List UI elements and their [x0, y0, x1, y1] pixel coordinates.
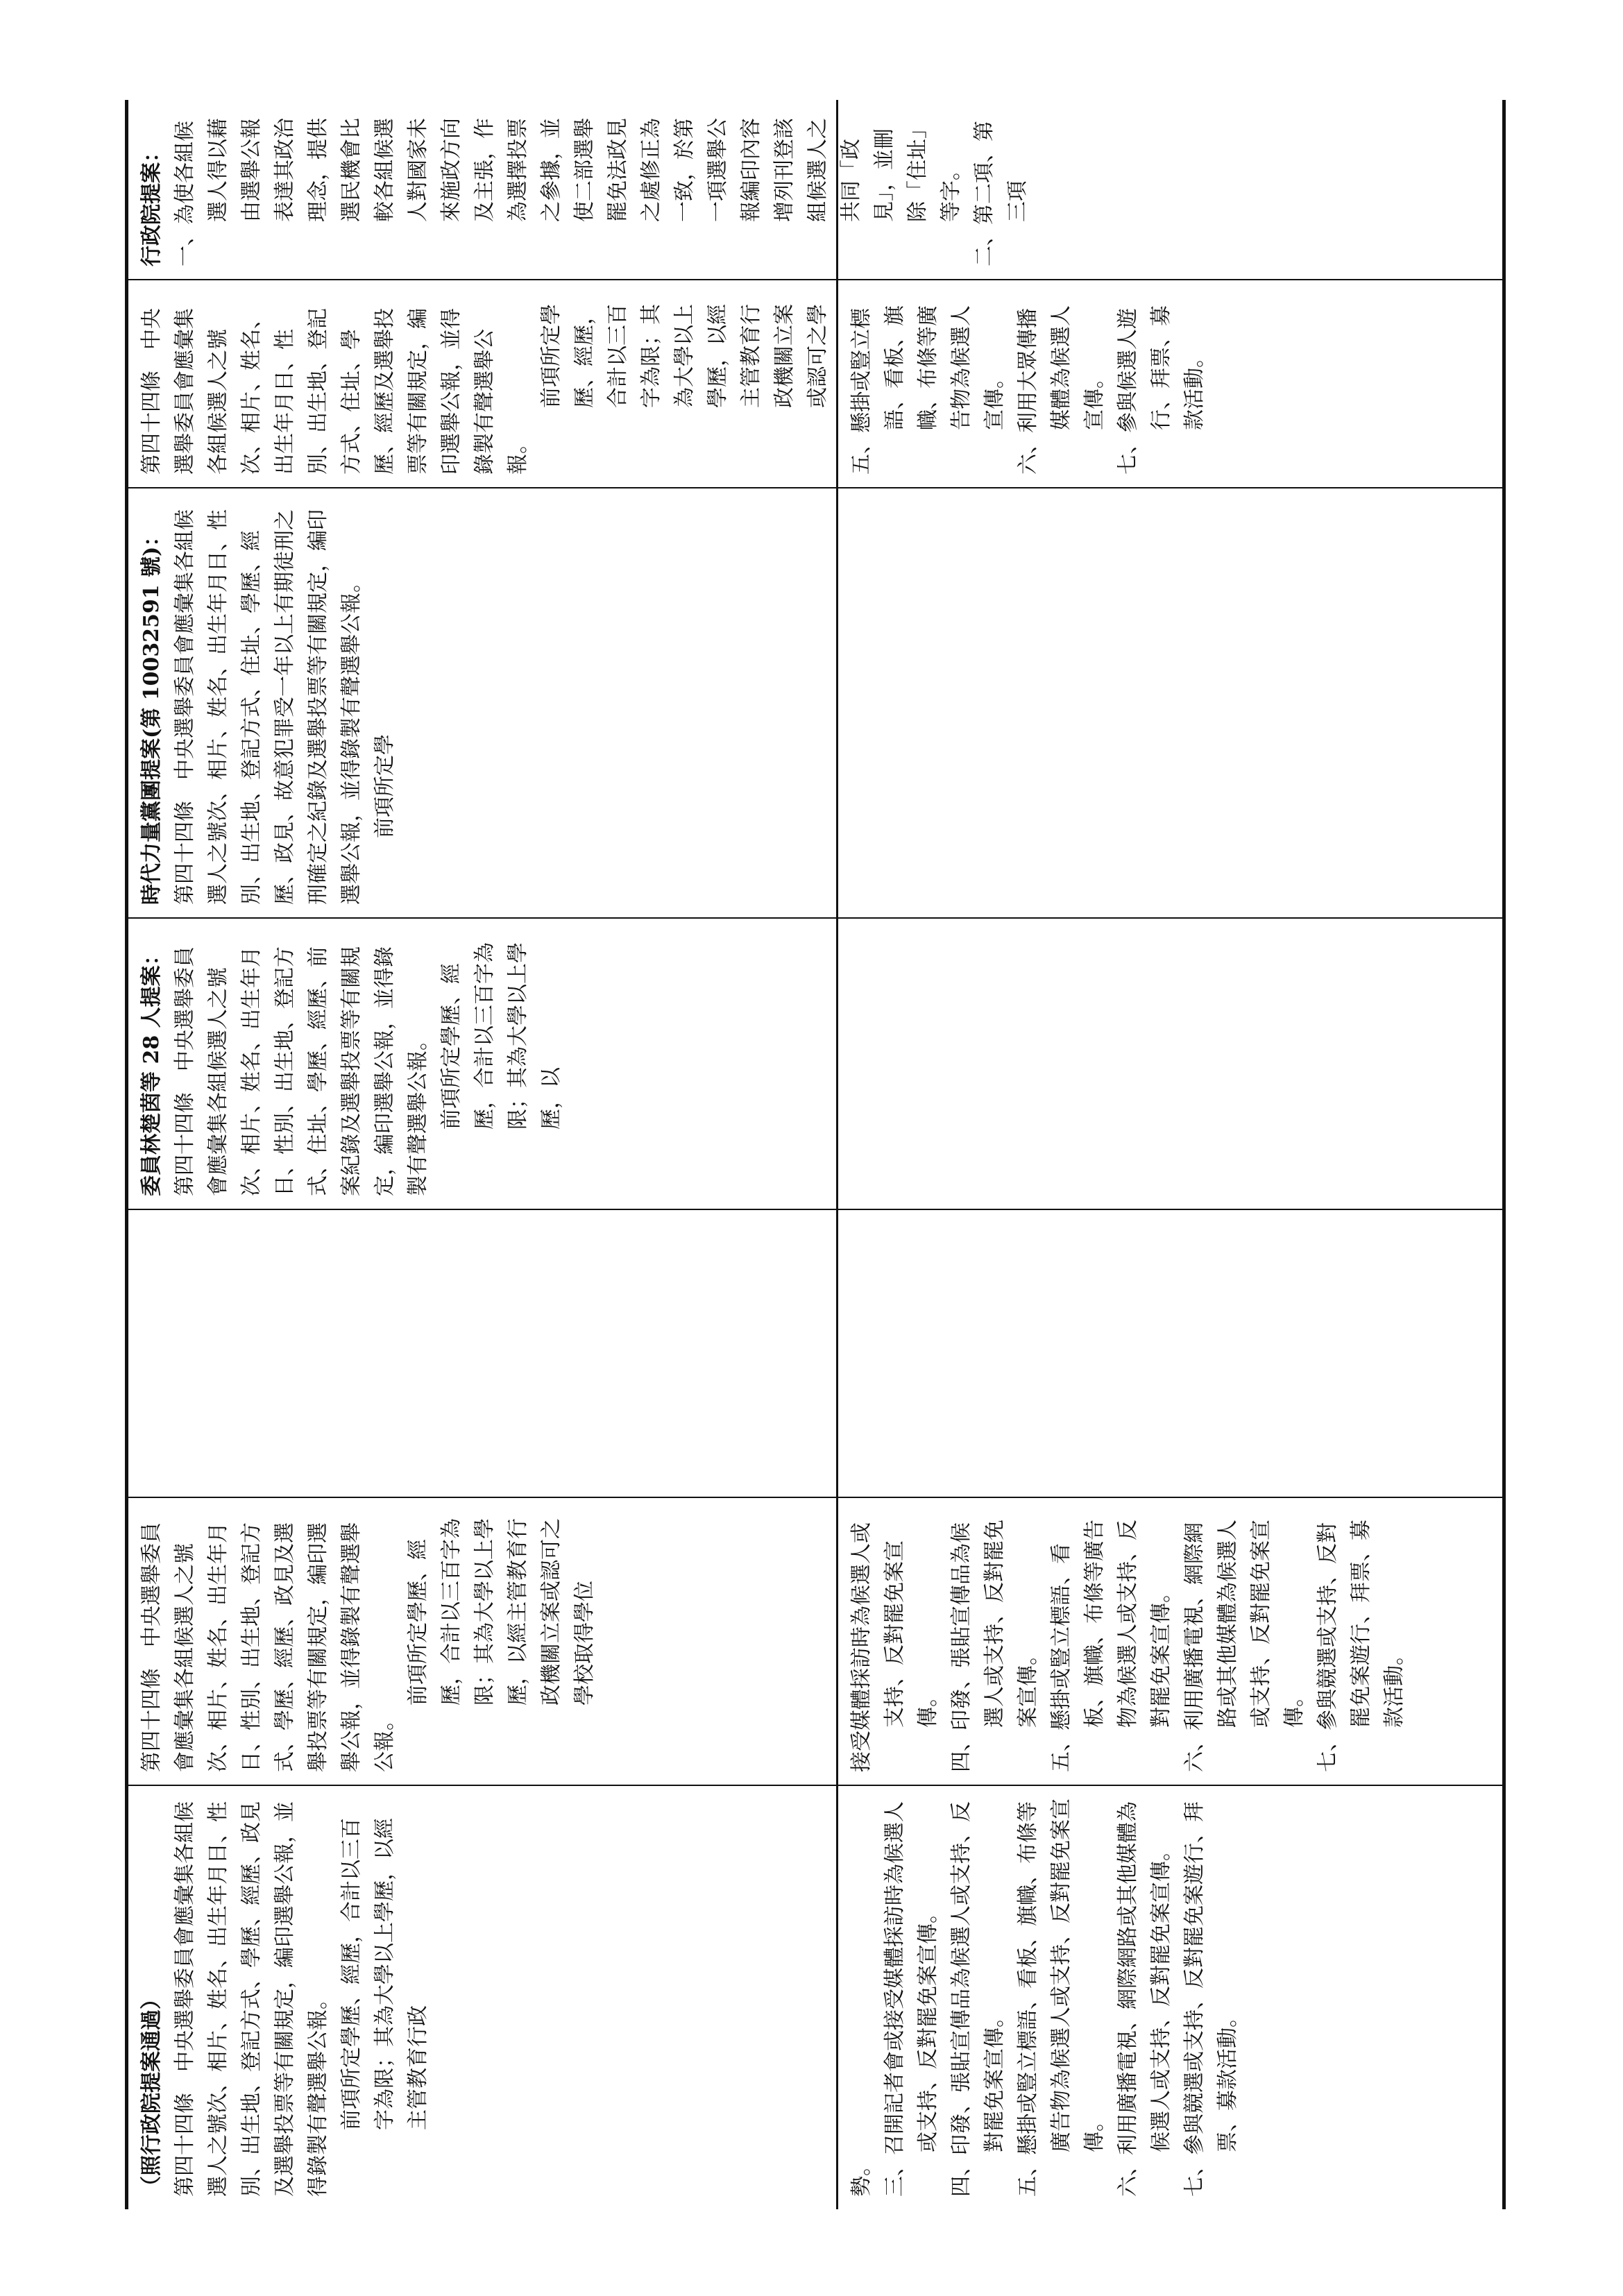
article-text: 前項所定學歷、經歷，合計以三百字為限；其為大學以上學歷，以經主管教育行政機關立案或認可之學 [539, 304, 830, 408]
table-bottom-rule [1502, 100, 1506, 2209]
list-item: 七、參與候選人遊行、拜票、募款活動。 [1116, 305, 1207, 475]
article-text: 前項所定學歷、經歷，合計以三百字為限；其為大學以上學歷，以經主管教育行政機關立案或認可之學校取得學位 [406, 1518, 597, 1706]
list-item: 接受媒體採訪時為候選人或支持、反對罷免案宣傳。 [849, 1522, 940, 1772]
article-text: 第四十四條 中央選舉委員會應彙集各組候選人之號次、相片、姓名、出生年月日、性別、出生地、登記方式、住址、學歷、經歷、政見、故意犯罪受一年以上有期徒刑之刑確定之紀錄及選舉投票等有關規定，編印選舉公報，並得錄製有聲選舉公報。 [173, 509, 364, 905]
article-text: 第四十四條 中央選舉委員會應彙集各組候選人之號次、相片、姓名、出生年月日、性別、出生地、登記方式、住址、學歷、經歷、前案紀錄及選舉投票等有關規定，編印選舉公報，並得錄製有聲選舉公報。 [173, 946, 430, 1196]
list-item: 七、參與競選或支持、反對罷免案遊行、拜票、募款活動。 [1316, 1520, 1407, 1772]
list-item: 五、懸掛或豎立標語、看板、旗幟、布條等廣告物為候選人或支持、反對罷免案宣傳。 [1049, 1520, 1173, 1772]
comparison-table [125, 100, 1505, 2209]
article-text: 前項所定學歷、經歷，合計以三百字為限；其為大學以上學歷，以經主管教育行政 [339, 1818, 430, 2130]
article-text: 前項所定學 [373, 734, 397, 838]
current-law-cell-prev [838, 1498, 1502, 1785]
article-text: 第四十四條 中央選舉委員會應彙集各組候選人之號次、相片、姓名、出生年月日、性別、出生地、登記方式、住址、學歷、經歷及選舉投票等有關規定，編印選舉公報，並得錄製有聲選舉公報。 [139, 308, 530, 475]
list-item: 五、懸掛或豎立標語、看板、旗幟、布條等廣告物為候選人或支持、反對罷免案宣傳。 [1016, 1798, 1107, 2197]
article-text: 第四十四條 中央選舉委員會應彙集各組候選人之號次、相片、姓名、出生年月日、性別、出生地、登記方式、學歷、經歷、政見及選舉投票等有關規定，編印選舉公報，並得錄製有聲選舉公報。 [173, 1801, 330, 2197]
lin-proposal-cell [128, 919, 836, 1209]
current-text-cell-prev [838, 280, 1502, 487]
list-item: 六、利用廣播電視、網際網路或其他媒體為候選人或支持、反對罷免案宣傳。 [1116, 1801, 1173, 2197]
cell-header: （照行政院提案通過） [139, 1989, 164, 2197]
article-text: 第四十四條 中央選舉委員會應彙集各組候選人之號次、相片、姓名、出生年月日、性別、出生地、登記方式、學歷、經歷、政見及選舉投票等有關規定，編印選舉公報，並得錄製有聲選舉公報。 [139, 1522, 397, 1772]
passed-version-cell [128, 1786, 836, 2209]
list-item: 七、參與競選或支持、反對罷免案遊行、拜票、募款活動。 [1182, 1801, 1240, 2197]
npp-proposal-cell [128, 488, 836, 917]
executive-yuan-cell [128, 100, 1502, 279]
list-item: 四、印發、張貼宣傳品為候選人或支持、反對罷免案宣傳。 [949, 1801, 1007, 2197]
cell-header: 行政院提案： [139, 142, 164, 266]
list-item: 五、懸掛或豎立標語、看板、旗幟、布條等廣告物為候選人宣傳。 [849, 305, 1007, 475]
cell-header: 時代力量黨團提案(第 10032591 號)： [139, 525, 164, 905]
article-text: 前項所定學歷、經歷，合計以三百字為限；其為大學以上學歷，以 [439, 942, 563, 1130]
explanation-text: 二、第二項、第三項 [972, 121, 1030, 266]
list-item: 勢。 [849, 2155, 874, 2197]
list-item: 六、利用大眾傳播媒體為候選人宣傳。 [1016, 305, 1107, 475]
current-law-cell [128, 1498, 836, 1785]
cell-header: 委員林楚茵等 28 人提案： [139, 944, 164, 1196]
column-divider [125, 1209, 1505, 1210]
explanation-text: 一、為使各組候選人得以藉由選舉公報表達其政治理念，提供選民機會比較各組候選人對國家未來施政方向及主張，作為選擇投票之參據，並使二部選舉罷免法政見之處修正為一致，於第一項選舉公報編印內容增列刊登該組候選人之共同「政見」，並刪除「住址」等字。 [173, 118, 963, 266]
passed-version-cell-prev [838, 1786, 1502, 2209]
current-text-cell [128, 280, 836, 487]
list-item: 六、利用廣播電視、網際網路或其他媒體為候選人或支持、反對罷免案宣傳。 [1182, 1520, 1307, 1772]
list-item: 四、印發、張貼宣傳品為候選人或支持、反對罷免案宣傳。 [949, 1520, 1040, 1772]
list-item: 三、召開記者會或接受媒體採訪時為候選人或支持、反對罷免案宣傳。 [883, 1801, 940, 2197]
